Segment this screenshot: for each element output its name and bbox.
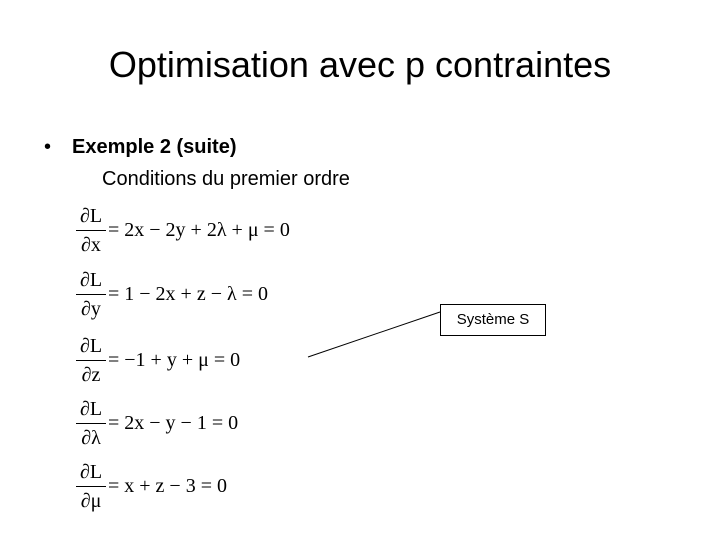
fraction-numerator: ∂L <box>79 205 103 227</box>
fraction-denominator: ∂x <box>81 234 101 256</box>
callout-box-systeme-s: Système S <box>440 304 546 336</box>
fraction-denominator: ∂y <box>81 298 101 320</box>
fraction-denominator: ∂μ <box>80 490 102 512</box>
equation-rhs: = x + z − 3 = 0 <box>108 475 227 497</box>
equation-rhs: = 2x − 2y + 2λ + μ = 0 <box>108 219 290 241</box>
equation-rhs: = −1 + y + μ = 0 <box>108 349 241 371</box>
fraction-denominator: ∂λ <box>81 427 101 449</box>
bullet-text: Exemple 2 (suite) <box>72 136 237 158</box>
subtitle-text: Conditions du premier ordre <box>102 168 350 190</box>
fraction-numerator: ∂L <box>79 269 103 291</box>
fraction-numerator: ∂L <box>79 335 103 357</box>
bullet-icon: • <box>44 136 52 158</box>
fraction-numerator: ∂L <box>79 461 103 483</box>
fraction-numerator: ∂L <box>79 398 103 420</box>
equation-rhs: = 2x − y − 1 = 0 <box>108 412 239 434</box>
fraction-denominator: ∂z <box>81 364 101 386</box>
slide-title: Optimisation avec p contraintes <box>108 44 612 85</box>
equation-rhs: = 1 − 2x + z − λ = 0 <box>108 283 268 305</box>
